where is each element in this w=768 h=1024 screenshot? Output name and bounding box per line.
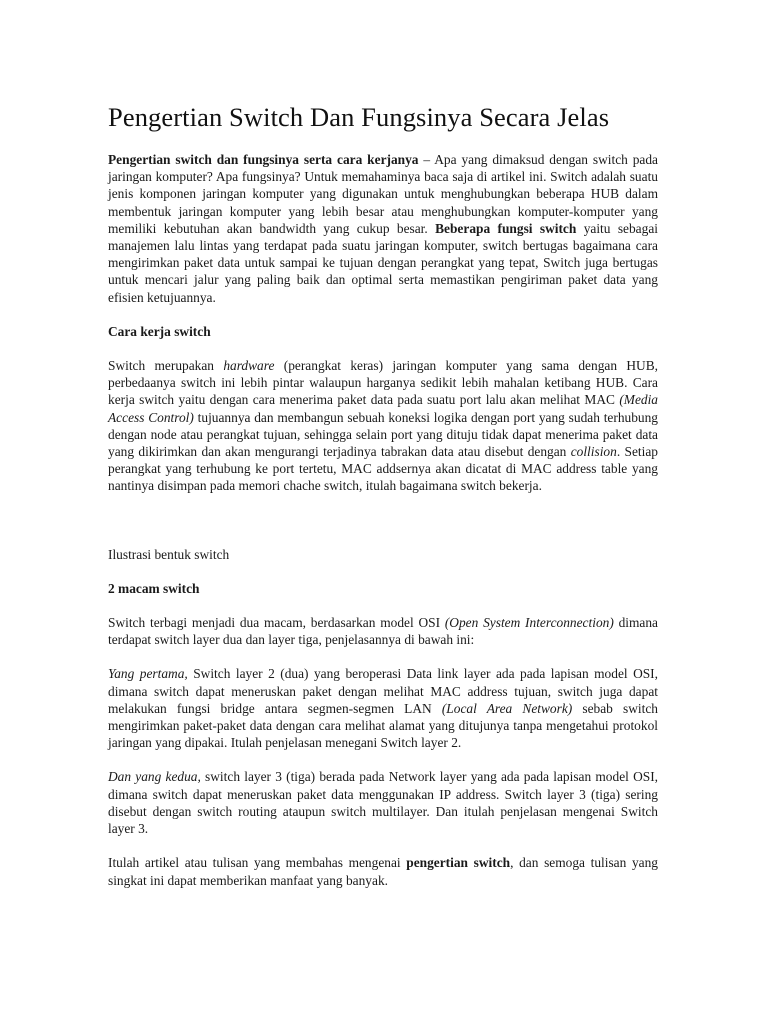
image-placeholder-spacer: [108, 512, 658, 546]
closing-paragraph: [108, 854, 658, 888]
intro-bold-lead: Pengertian switch dan fungsinya serta cara kerjanya: [108, 152, 419, 167]
cara-kerja-text-4: . Setiap perangkat yang terhubung ke port tertetu, MAC addsernya akan dicatat di MAC address table yang nantinya disimpan pada memori chache switch, itulah bagaimana switch bekerja.: [108, 444, 658, 494]
layer2-text-1: Switch layer 2 (dua) yang beroperasi Data link layer ada pada lapisan model OSI, dimana switch dapat meneruskan paket dengan melihat MAC address tujuan, switch juga dapat melakukan fungsi bridge antara segmen-segmen LAN: [108, 666, 658, 716]
layer2-italic-1: Yang pertama,: [108, 666, 188, 682]
intro-bold-mid: Beberapa fungsi switch: [435, 220, 577, 236]
cara-kerja-text-2: (perangkat keras) jaringan komputer yang sama dengan HUB, perbedaanya switch ini lebih pintar walaupun harganya sedikit lebih mahalan ketibang HUB. Cara kerja switch yaitu dengan cara menerima paket data pada suatu port lalu akan melihat MAC: [108, 358, 658, 408]
closing-bold: pengertian switch: [406, 855, 511, 871]
cara-kerja-italic-3: collision: [570, 444, 617, 460]
layer2-paragraph: [108, 665, 658, 751]
intro-paragraph: [108, 151, 658, 306]
section-heading-macam-switch: 2 macam switch: [108, 580, 200, 596]
intro-text-1: – Apa yang dimaksud dengan switch pada jaringan komputer? Apa fungsinya? Untuk memahaminya baca saja di artikel ini. Switch adalah suatu jenis komponen jaringan komputer yang digunakan untuk menghubungkan beberapa HUB dalam membentuk jaringan komputer yang lebih besar atau menghubungkan komputer-komputer yang memiliki kebutuhan akan bandwidth yang cukup besar.: [108, 152, 658, 236]
cara-kerja-italic-1: hardware: [223, 358, 275, 374]
document-page: [108, 100, 658, 906]
layer3-paragraph: [108, 768, 658, 837]
illustration-caption: Ilustrasi bentuk switch: [108, 546, 230, 562]
intro-text-2: yaitu sebagai manajemen lalu lintas yang terdapat pada suatu jaringan komputer, switch bertugas bagaimana cara mengirimkan paket data untuk sampai ke tujuan dengan perangkat yang tepat, Switch juga bertugas untuk mencari jalur yang paling baik dan optimal serta memastikan pengiriman paket data yang efisien ketujuannya.: [108, 220, 658, 305]
cara-kerja-italic-2: (Media Access Control): [108, 392, 658, 425]
macam-italic-1: (Open System Interconnection): [444, 615, 614, 631]
document-title: Pengertian Switch Dan Fungsinya Secara Jelas: [108, 102, 610, 132]
layer3-text-1: switch layer 3 (tiga) berada pada Network layer yang ada pada lapisan model OSI, dimana switch dapat meneruskan paket data menggunakan IP address. Switch layer 3 (tiga) sering disebut dengan switch routing ataupun switch multilayer. Dan itulah penjelasan mengenai Switch layer 3.: [108, 769, 658, 837]
cara-kerja-text-1: Switch merupakan: [108, 358, 224, 374]
macam-text-2: dimana terdapat switch layer dua dan layer tiga, penjelasannya di bawah ini:: [108, 615, 658, 648]
closing-text-2: , dan semoga tulisan yang singkat ini dapat memberikan manfaat yang banyak.: [108, 855, 658, 888]
macam-switch-paragraph-1: [108, 614, 658, 648]
cara-kerja-paragraph: [108, 357, 658, 495]
layer2-text-2: sebab switch mengirimkan paket-paket data dengan cara melihat alamat yang ditujunya tanpa mengetahui protokol jaringan yang dipakai. Itulah penjelasan menegani Switch layer 2.: [108, 700, 658, 751]
section-heading-cara-kerja: Cara kerja switch: [108, 323, 211, 339]
layer2-italic-2: (Local Area Network): [441, 700, 573, 716]
macam-text-1: Switch terbagi menjadi dua macam, berdasarkan model OSI: [108, 615, 445, 631]
layer3-italic-1: Dan yang kedua,: [108, 769, 201, 785]
closing-text-1: Itulah artikel atau tulisan yang membahas mengenai: [108, 855, 407, 871]
cara-kerja-text-3: tujuannya dan membangun sebuah koneksi logika dengan port yang sudah terhubung dengan node atau perangkat tujuan, sehingga selain port yang dituju tidak dapat menerima paket data yang dikirimkan dan akan mengurangi terjadinya tabrakan data atau disebut dengan: [108, 409, 658, 460]
